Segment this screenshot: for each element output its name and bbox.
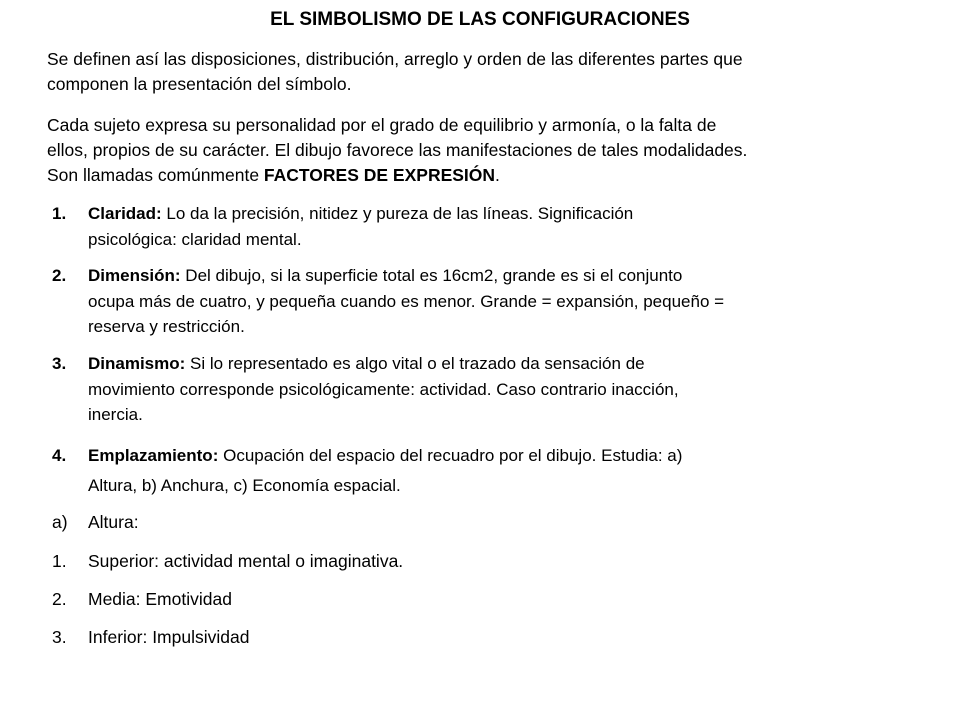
factor-text-line: movimiento corresponde psicológicamente: actividad. Caso contrario inacción, [88, 379, 679, 399]
factor-list-item [52, 351, 912, 428]
factor-list-item [52, 201, 912, 252]
subsection-item-text: Superior: actividad mental o imaginativa. [88, 551, 404, 571]
intro-p2-line-1: Cada sujeto expresa su personalidad por el grado de equilibrio y armonía, o la falta de [47, 115, 717, 135]
subsection-item [52, 587, 912, 612]
subsection-item-number: 3. [52, 627, 67, 647]
factor-text-line: Ocupación del espacio del recuadro por el dibujo. Estudia: a) [223, 446, 683, 465]
factor-text-line: Si lo representado es algo vital o el trazado da sensación de [190, 354, 645, 373]
factor-number: 3. [52, 354, 67, 373]
factor-text-line: Altura, b) Anchura, c) Economía espacial. [88, 475, 401, 495]
factor-text-line: ocupa más de cuatro, y pequeña cuando es menor. Grande = expansión, pequeño = [88, 291, 725, 311]
intro-p2-line-3-prefix: Son llamadas comúnmente [47, 165, 264, 185]
subsection-item-text: Media: Emotividad [88, 589, 232, 609]
subsection-heading [52, 510, 912, 535]
subsection-item [52, 625, 912, 650]
intro-paragraph-2 [47, 113, 927, 188]
subsection-item-text: Inferior: Impulsividad [88, 627, 250, 647]
intro-p1-line-2: componen la presentación del símbolo. [47, 74, 352, 94]
factor-text-line: psicológica: claridad mental. [88, 229, 302, 249]
factor-number: 2. [52, 266, 67, 285]
intro-p1-line-1: Se definen así las disposiciones, distribución, arreglo y orden de las diferentes partes que [47, 49, 743, 69]
factor-term: Emplazamiento: [88, 446, 219, 465]
factor-list-item [52, 263, 912, 340]
factor-text-line: Lo da la precisión, nitidez y pureza de las líneas. Significación [166, 204, 634, 223]
subsection-item-number: 1. [52, 551, 67, 571]
subsection-marker: a) [52, 512, 68, 532]
factor-number: 4. [52, 446, 67, 465]
factor-term: Dimensión: [88, 266, 181, 285]
subsection-item-number: 2. [52, 589, 67, 609]
factor-number: 1. [52, 204, 67, 223]
factor-text-line: Del dibujo, si la superficie total es 16cm2, grande es si el conjunto [185, 266, 683, 285]
factor-term: Dinamismo: [88, 354, 186, 373]
factores-de-expresion-label: FACTORES DE EXPRESIÓN [263, 165, 496, 185]
subsection-label: Altura: [88, 512, 139, 532]
factor-text-line: reserva y restricción. [88, 317, 245, 336]
intro-p2-line-2: ellos, propios de su carácter. El dibujo favorece las manifestaciones de tales modalidades. [47, 140, 748, 160]
factor-term: Claridad: [88, 204, 162, 223]
subsection-item [52, 549, 912, 574]
intro-paragraph-1 [47, 47, 927, 97]
intro-p2-line-3-suffix: . [495, 165, 500, 185]
factor-text-line: inercia. [88, 405, 143, 424]
factor-list-item [52, 443, 912, 498]
slide-title: EL SIMBOLISMO DE LAS CONFIGURACIONES [270, 9, 690, 30]
